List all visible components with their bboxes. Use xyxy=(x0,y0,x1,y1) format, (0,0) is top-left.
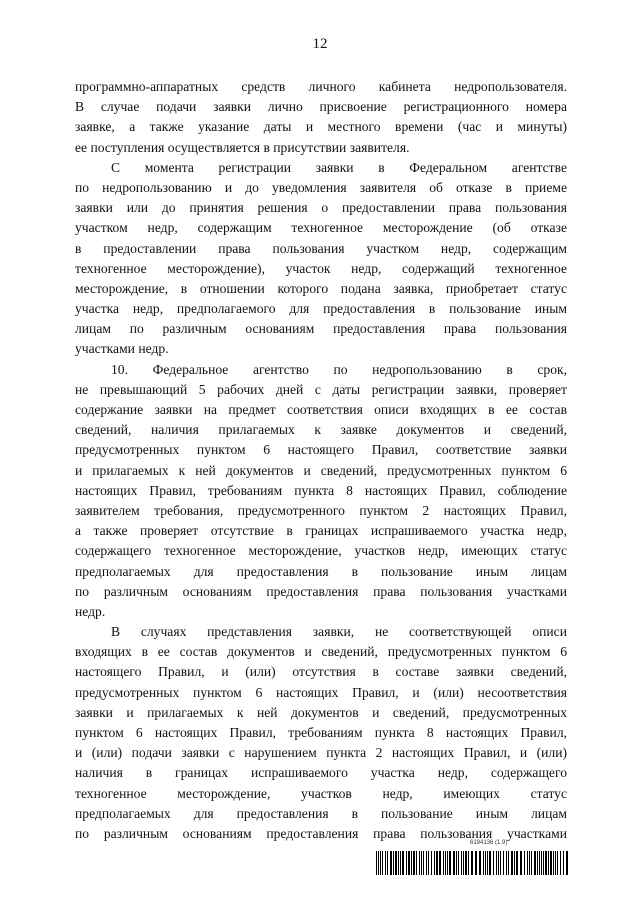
barcode-bar xyxy=(458,851,459,875)
barcode-bar xyxy=(423,851,424,875)
barcode-bar xyxy=(461,851,462,875)
text-line: сведений, наличия прилагаемых к заявке документов и сведений, xyxy=(75,422,567,438)
barcode-bar xyxy=(376,851,377,875)
text-line: лицам по различным основаниям предоставления права пользования xyxy=(75,321,567,337)
barcode-bar xyxy=(434,851,435,875)
barcode-bar xyxy=(398,851,399,875)
barcode-bar xyxy=(378,851,379,875)
barcode-bar xyxy=(553,851,554,875)
barcode-bar xyxy=(382,851,383,875)
barcode-bar xyxy=(449,851,451,875)
barcode-bar xyxy=(443,851,444,875)
barcode-bar xyxy=(531,851,532,875)
barcode-bar xyxy=(468,851,469,875)
text-line: заявке, а также указание даты и местного времени (час и минуты) xyxy=(75,119,567,135)
text-line: техногенное месторождение, участков недр, имеющих статус xyxy=(75,785,567,801)
barcode-bar xyxy=(508,851,509,875)
text-line: наличия в границах испрашиваемого участка недр, содержащего xyxy=(75,765,567,781)
barcode-bar xyxy=(537,851,538,875)
barcode-bar xyxy=(550,851,552,875)
barcode-bar xyxy=(487,851,488,875)
paragraph xyxy=(75,158,567,360)
barcode-bar xyxy=(436,851,438,875)
text-line: предусмотренных пунктом 6 настоящих Правил, и (или) несоответствия xyxy=(75,684,567,700)
text-line: настоящих Правил, требованиям пункта 8 настоящих Правил, соблюдение xyxy=(75,482,567,498)
text-line: содержание заявки на предмет соответствия описи входящих в ее состав xyxy=(75,402,567,417)
text-line: по различным основаниям предоставления права пользования участками xyxy=(75,583,567,599)
barcode-bar xyxy=(421,851,422,875)
text-line: настоящего Правил, и (или) отсутствия в составе заявки сведений, xyxy=(75,664,567,680)
barcode-bar xyxy=(498,851,499,875)
barcode-bar xyxy=(426,851,427,875)
barcode-bar xyxy=(563,851,564,875)
text-line: участком недр, содержащим техногенное месторождение (об отказе xyxy=(75,220,567,236)
text-line: предусмотренных пунктом 6 настоящего Правил, соответствие заявки xyxy=(75,442,567,458)
barcode-bar xyxy=(471,851,473,875)
barcode-bar xyxy=(400,851,401,875)
text-line: ее поступления осуществляется в присутствии заявителя. xyxy=(75,139,410,155)
text-line: 10. Федеральное агентство по недропользованию в срок, xyxy=(111,361,567,377)
barcode-bar xyxy=(545,851,547,875)
barcode-bar xyxy=(543,851,544,875)
barcode-bar xyxy=(511,851,513,875)
paragraph xyxy=(75,622,567,844)
barcode-bar xyxy=(485,851,486,875)
barcode-bar xyxy=(541,851,542,875)
text-line: заявки и прилагаемых к ней документов и сведений, предусмотренных xyxy=(75,704,567,720)
barcode-bar xyxy=(524,851,525,875)
barcode-bar xyxy=(411,851,412,875)
text-line: содержащего техногенное месторождение, участков недр, имеющих статус xyxy=(75,543,567,559)
barcode-bar xyxy=(380,851,381,875)
text-line: входящих в ее состав документов и сведений, предусмотренных пунктом 6 xyxy=(75,644,567,660)
barcode-bar xyxy=(534,851,536,875)
barcode-bar xyxy=(406,851,407,875)
barcode-image xyxy=(376,851,569,875)
text-line: и (или) подачи заявки с нарушением пункта 2 настоящих Правил, и (или) xyxy=(75,745,567,761)
text-line: техногенное месторождение), участок недр, содержащий техногенное xyxy=(75,260,567,276)
barcode-bar xyxy=(483,851,484,875)
paragraph xyxy=(75,77,567,158)
barcode-bar xyxy=(445,851,446,875)
barcode-bar xyxy=(555,851,556,875)
text-line: участка недр, предполагаемого для предоставления в пользование иным xyxy=(75,301,567,317)
barcode-bar xyxy=(527,851,528,875)
barcode-bar xyxy=(496,851,497,875)
text-line: предполагаемых для предоставления в пользование иным лицам xyxy=(75,563,567,579)
text-line: в предоставлении права пользования участком недр, содержащим xyxy=(75,240,567,256)
text-line: пунктом 6 настоящих Правил, требованиям пункта 8 настоящих Правил, xyxy=(75,725,567,740)
barcode-bar xyxy=(539,851,540,875)
barcode-bar xyxy=(529,851,530,875)
document-code: 6194136 (1.9) xyxy=(470,840,508,846)
barcode-bar xyxy=(408,851,410,875)
barcode-bar xyxy=(416,851,417,875)
barcode-bar xyxy=(439,851,441,875)
barcode-bar xyxy=(390,851,392,875)
barcode-bar xyxy=(493,851,494,875)
text-line: программно-аппаратных средств личного кабинета недропользователя. xyxy=(75,79,567,94)
paragraph xyxy=(75,360,567,622)
text-line: по различным основаниям предоставления права пользования участками xyxy=(75,825,567,841)
barcode-bar xyxy=(456,851,457,875)
text-line: месторождение, в отношении которого подана заявка, приобретает статус xyxy=(75,280,567,296)
barcode-bar xyxy=(387,851,388,875)
barcode-bar xyxy=(489,851,491,875)
barcode-bar xyxy=(463,851,464,875)
text-line: участками недр. xyxy=(75,341,169,357)
page-number: 12 xyxy=(312,36,328,52)
barcode-bar xyxy=(395,851,397,875)
barcode-bar xyxy=(428,851,429,875)
barcode-bar xyxy=(431,851,432,875)
text-line: заявки или до принятия решения о предоставлении права пользования xyxy=(75,200,567,216)
text-line: недр. xyxy=(75,603,106,619)
text-line: а также проверяет отсутствие в границах испрашиваемого участка недр, xyxy=(75,523,567,539)
text-line: и прилагаемых к ней документов и сведений, предусмотренных пунктом 6 xyxy=(75,462,567,478)
barcode-bar xyxy=(475,851,477,875)
text-line: С момента регистрации заявки в Федеральном агентстве xyxy=(111,159,567,175)
barcode-bar xyxy=(503,851,504,875)
barcode-bar xyxy=(548,851,549,875)
text-line: заявителем требования, предусмотренного пунктом 2 настоящих Правил, xyxy=(75,502,567,518)
barcode-bar xyxy=(447,851,448,875)
barcode-bar xyxy=(566,851,568,875)
barcode-bar xyxy=(465,851,467,875)
text-line: по недропользованию и до уведомления заявителя об отказе в приеме xyxy=(75,179,567,195)
text-line: предполагаемых для предоставления в пользование иным лицам xyxy=(75,805,567,821)
barcode-bar xyxy=(413,851,415,875)
barcode-bar xyxy=(419,851,420,875)
text-line: В случаях представления заявки, не соответствующей описи xyxy=(111,624,567,640)
barcode-bar xyxy=(402,851,404,875)
document-body xyxy=(75,77,567,844)
text-line: В случае подачи заявки лично присвоение регистрационного номера xyxy=(75,99,567,115)
barcode-bar xyxy=(520,851,522,875)
barcode-bar xyxy=(514,851,515,875)
barcode-bar xyxy=(500,851,501,875)
barcode-bar xyxy=(385,851,386,875)
barcode-bar xyxy=(479,851,481,875)
text-line: не превышающий 5 рабочих дней с даты регистрации заявки, проверяет xyxy=(75,381,567,397)
barcode-bar xyxy=(453,851,455,875)
barcode-bar xyxy=(516,851,518,875)
barcode-bar xyxy=(506,851,507,875)
barcode-bar xyxy=(393,851,394,875)
barcode-bar xyxy=(557,851,558,875)
barcode-bar xyxy=(560,851,561,875)
